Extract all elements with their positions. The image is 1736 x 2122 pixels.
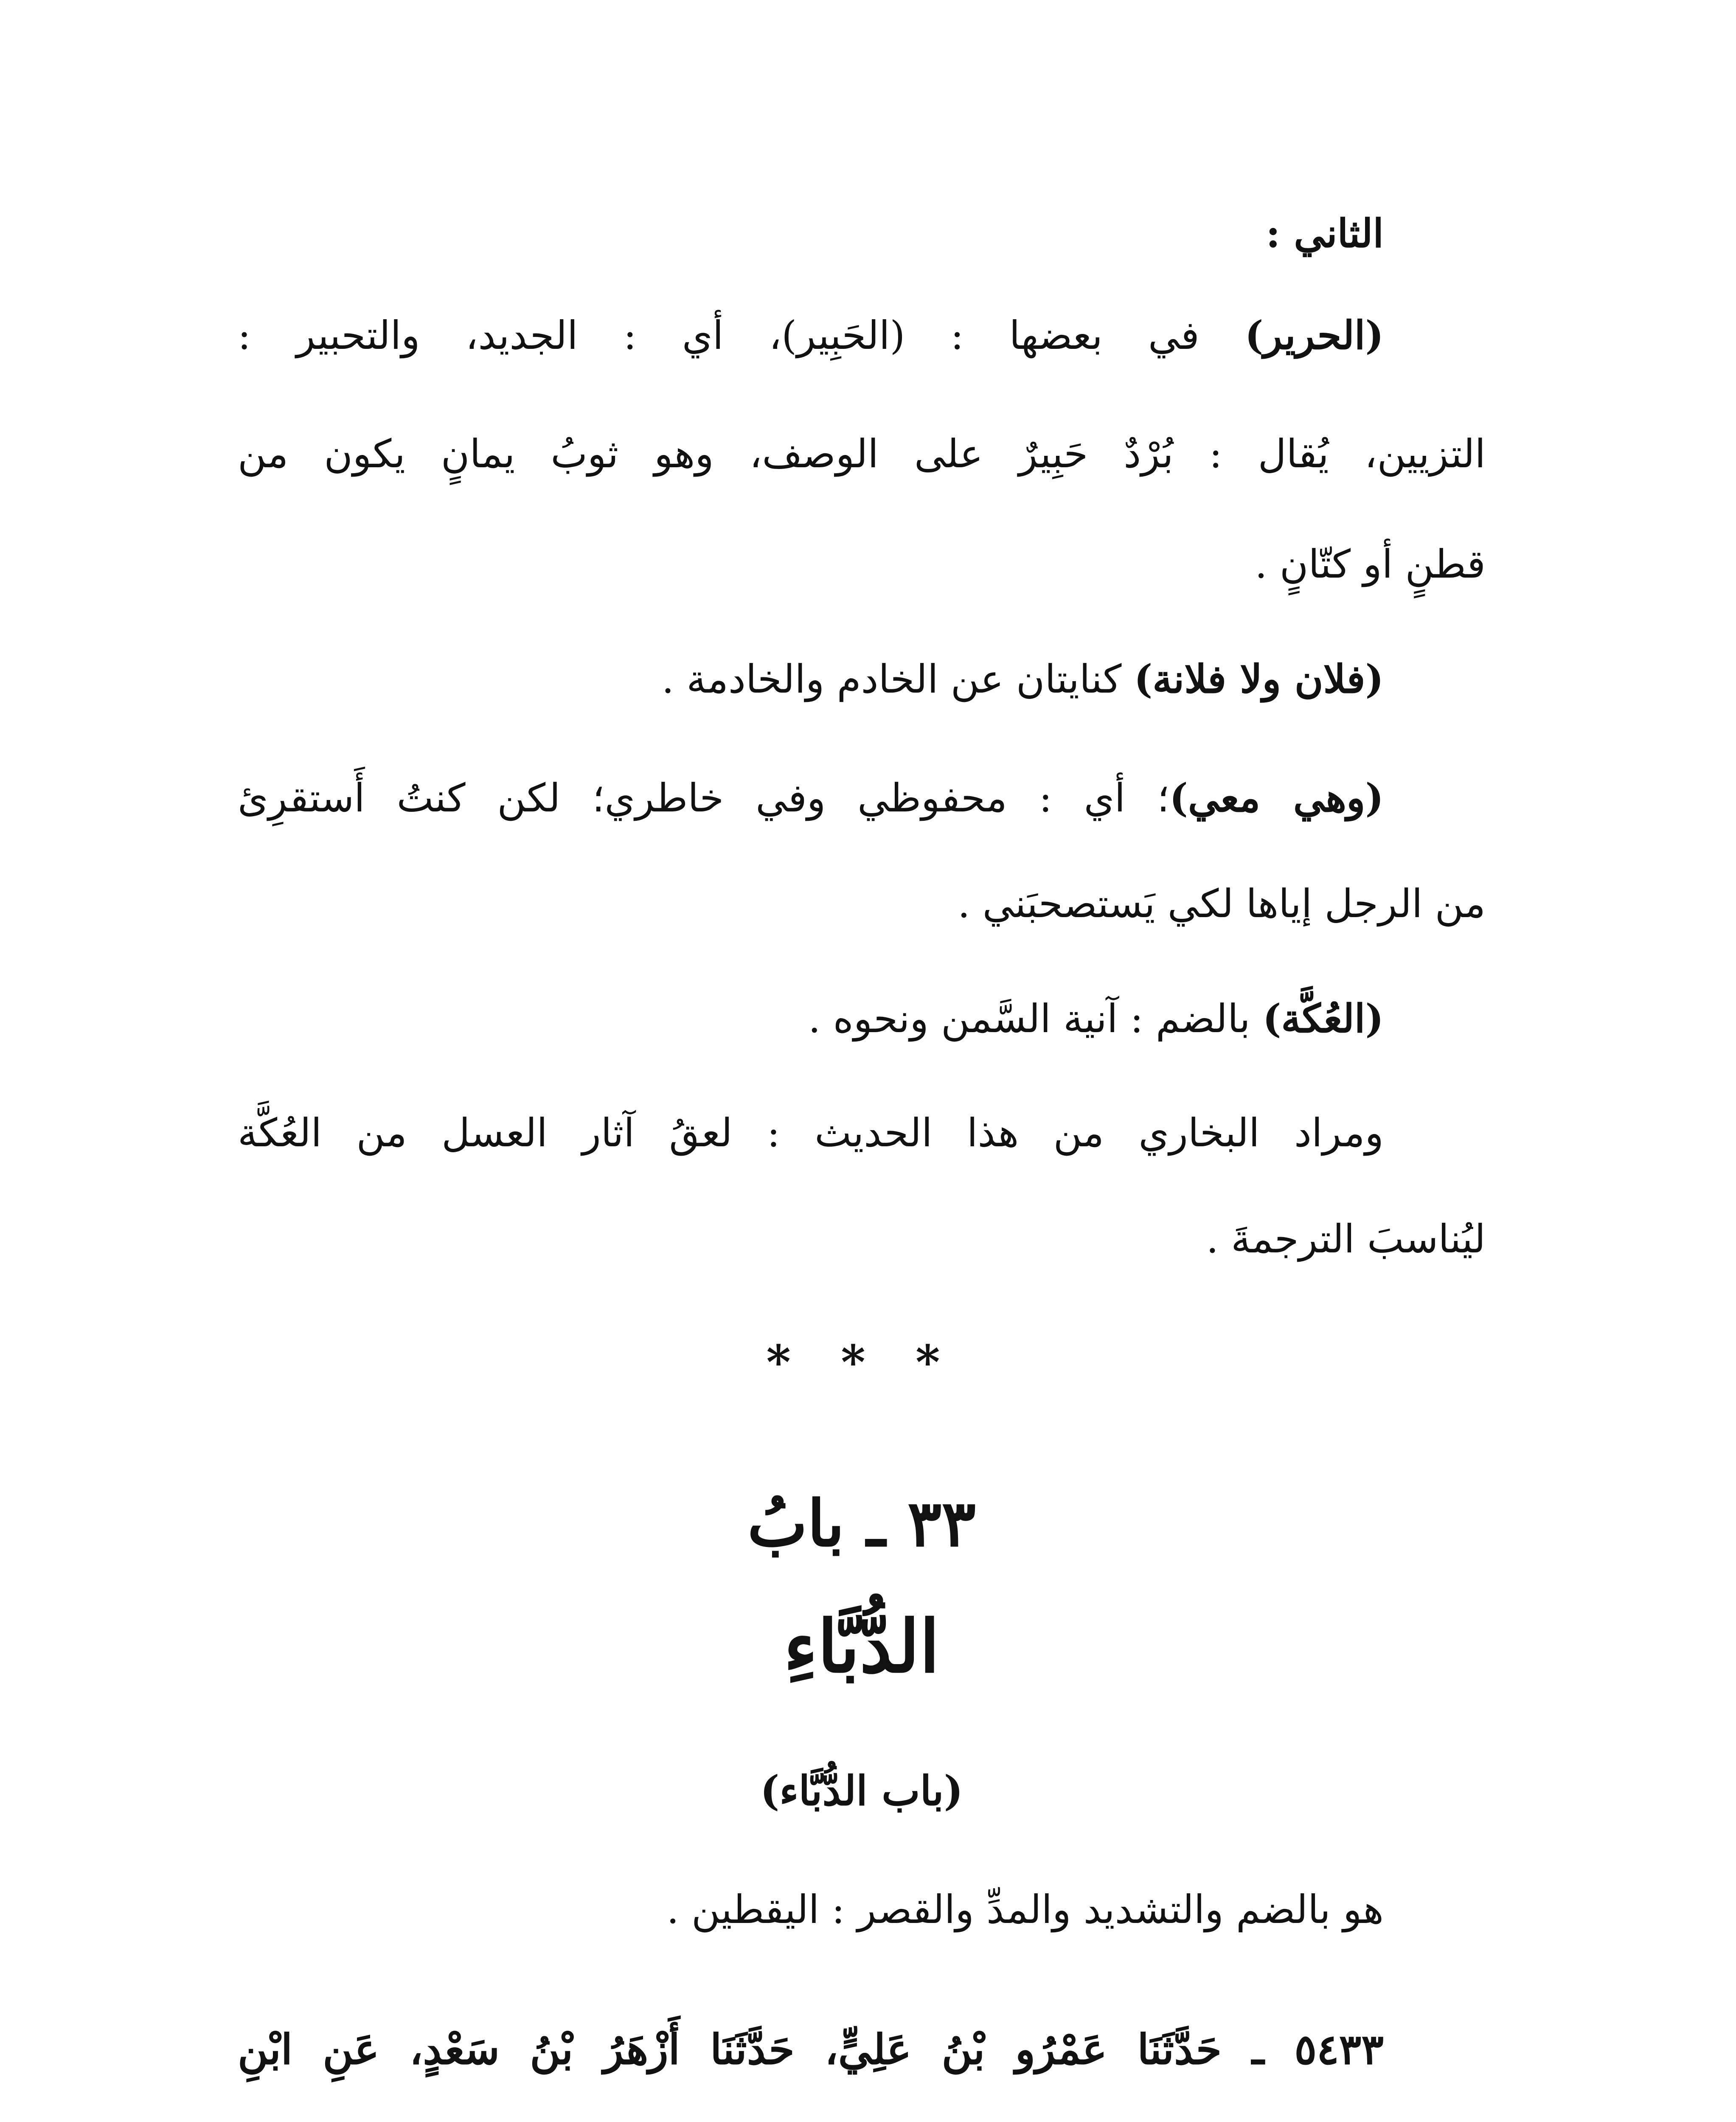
paragraph-1-line-2 [238, 416, 1486, 492]
paragraph-3-text-2: من الرجل إياها لكي يَستصحبَني . [958, 881, 1486, 926]
paragraph-1-text: في بعضها : (الحَبِير)، أي : الجديد، والتحبير : [238, 313, 1245, 358]
paragraph-4-text: بالضم : آنية السَّمن ونحوه . [808, 996, 1263, 1041]
hadith-text-1: ٥٤٣٣ ـ حَدَّثَنَا عَمْرُو بْنُ عَلِيٍّ، حَدَّثَنَا أَزْهَرُ بْنُ سَعْدٍ، عَنِ ابْنِ [238, 2025, 1384, 2074]
paragraph-5-text: ومراد البخاري من هذا الحديث : لعقُ آثار العسل من العُكَّة [238, 1110, 1384, 1156]
term-silk: (الحرير) [1244, 312, 1384, 358]
heading-text: الثاني : [1266, 211, 1384, 256]
paragraph-3-text: ؛ أي : محفوظي وفي خاطري؛ لكن كنتُ أَستقرِئ [238, 775, 1170, 821]
term-fulan: (فلان ولا فلانة) [1134, 656, 1384, 702]
hadith-line-1 [238, 2012, 1486, 2088]
paragraph-2-text: كنايتان عن الخادم والخادمة . [661, 657, 1134, 702]
paragraph-1-line-3 [238, 526, 1486, 603]
paragraph-4 [238, 980, 1486, 1057]
paragraph-3-line-1 [238, 760, 1486, 836]
chapter-title: الدُّبَّاءِ [784, 1604, 940, 1689]
section-heading [238, 195, 1486, 272]
chapter-number: ٣٣ ـ بابُ [747, 1486, 976, 1561]
term-ukka: (العُكَّة) [1262, 996, 1384, 1041]
paragraph-3-line-2 [238, 866, 1486, 942]
paragraph-5-line-1 [238, 1095, 1486, 1171]
chapter-subtitle: (باب الدُّبَّاء) [760, 1767, 964, 1815]
paragraph-1-text-3: قطنٍ أو كتّانٍ . [1255, 542, 1486, 587]
paragraph-1-line-1 [238, 297, 1486, 373]
section-separator: * * * [766, 1335, 957, 1389]
paragraph-2 [238, 641, 1486, 717]
explanation-line [238, 1872, 1486, 1948]
explanation-text: هو بالضم والتشديد والمدِّ والقصر : اليقطين . [666, 1887, 1384, 1932]
paragraph-1-text-2: التزيين، يُقال : بُرْدٌ حَبِيرٌ على الوصف، وهو ثوبُ يمانٍ يكون من [238, 431, 1486, 477]
paragraph-5-text-2: ليُناسبَ الترجمةَ . [1206, 1216, 1486, 1262]
paragraph-5-line-2 [238, 1201, 1486, 1277]
term-wa-hiya-maii: (وهي معي) [1169, 775, 1384, 821]
